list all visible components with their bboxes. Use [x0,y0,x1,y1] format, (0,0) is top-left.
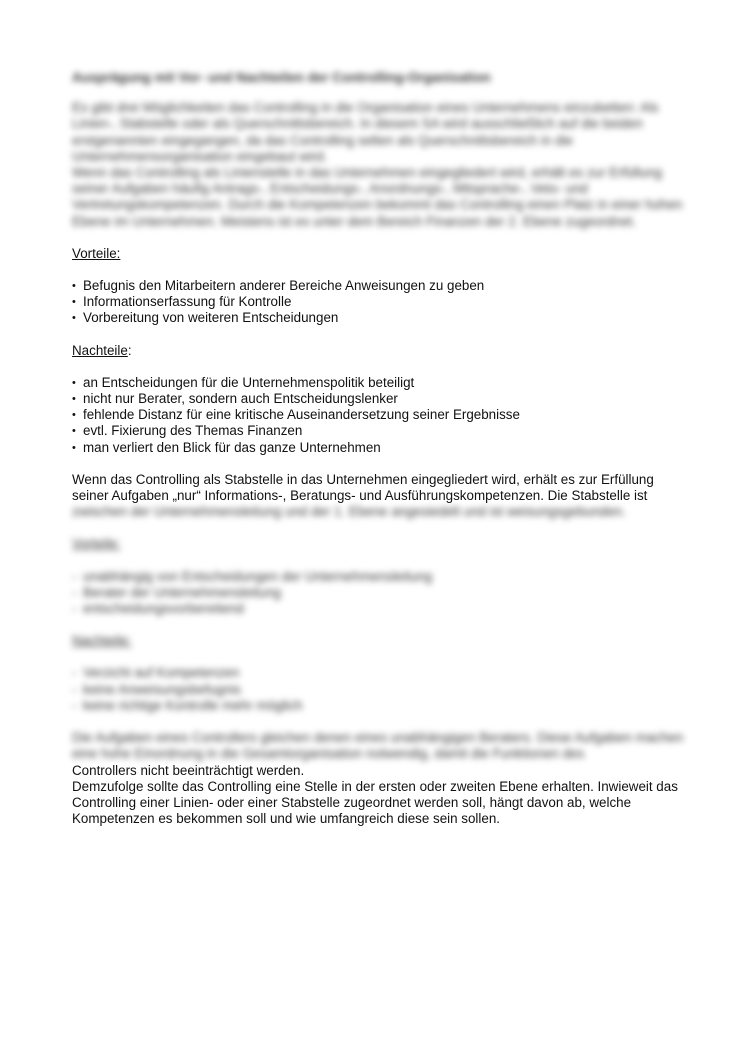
intro-paragraph-1: Es gibt drei Möglichkeiten das Controlling in die Organisation eines Unternehmens einzubetten: Als Linien-, Stabstelle oder als Querschnittsbereich. In diesem SA wird ausschließlich auf die beiden erstgenannten eingegangen, da das Controlling selten als Querschnittsbereich in die Unternehmensorganisation eingebaut wird. [72,100,659,164]
list-item: • Vorbereitung von weiteren Entscheidungen [72,310,684,326]
stab-vorteile-heading: Vorteile: [72,536,121,552]
intro-paragraph-2: Wenn das Controlling als Linienstelle in das Unternehmen eingegliedert wird, erhält es zur Erfüllung seiner Aufgaben häufig Antrags-, Entscheidungs-, Anordnungs-, Mitsprache-, Veto- und Vertretungskompetenzen. Durch die Kompetenzen bekommt das Controlling einen Platz in einer hohen Ebene im Unternehmen. Meistens ist es unter dem Bereich Finanzen der 2. Ebene zugeordnet. [72,165,683,229]
list-item: • Befugnis den Mitarbeitern anderer Bereiche Anweisungen zu geben [72,278,684,294]
list-item: - Verzicht auf Kompetenzen [72,665,684,681]
closing-paragraph-line-2: Demzufolge sollte das Controlling eine Stelle in der ersten oder zweiten Ebene erhalten. Inwieweit das Controlling einer Linien- oder einer Stabstelle zugeordnet werden soll, hängt davon ab, welche Kompetenzen es bekommen soll und wie umfangreich diese sein sollen. [72,778,678,827]
list-item: • man verliert den Blick für das ganze Unternehmen [72,440,684,456]
linie-vorteile-heading: Vorteile: [72,245,121,261]
linie-nachteile-list [72,375,684,456]
linie-vorteile-list [72,278,684,327]
list-item: - keine richtige Kontrolle mehr möglich [72,698,684,714]
stab-paragraph-blurred: zwischen der Unternehmensleitung und der 1. Ebene angesiedelt und ist weisungsgebunden. [72,504,626,520]
linie-nachteile-heading: Nachteile [72,342,128,358]
closing-paragraph-blurred: Die Aufgaben eines Controllers gleichen denen eines unabhängigen Beraters. Diese Aufgaben machen eine hohe Einordnung in die Gesamtorganisation notwendig, damit die Funktionen des [72,730,684,762]
list-item: • nicht nur Berater, sondern auch Entscheidungslenker [72,391,684,407]
list-item: • an Entscheidungen für die Unternehmenspolitik beteiligt [72,375,684,391]
list-item: - entscheidungsvorbereitend [72,601,684,617]
list-item: • evtl. Fixierung des Themas Finanzen [72,423,684,439]
linie-nachteile-heading-line [72,343,684,359]
stab-vorteile-list [72,569,684,618]
stab-nachteile-heading: Nachteile: [72,633,132,649]
list-item: - keine Anweisungsbefugnis [72,682,684,698]
list-item: - unabhängig von Entscheidungen der Unternehmensleitung [72,569,684,585]
list-item: - Berater der Unternehmensleitung [72,585,684,601]
stab-nachteile-list [72,665,684,714]
stab-paragraph-visible: Wenn das Controlling als Stabstelle in das Unternehmen eingegliedert wird, erhält es zur Erfüllung seiner Aufgaben „nur“ Informations-, Beratungs- und Ausführungskompetenzen. Die Stabstelle ist [72,471,654,504]
document-title: Ausprägung mit Vor- und Nachteilen der Controlling-Organisation [72,70,491,85]
closing-paragraph-line-1: Controllers nicht beeinträchtigt werden. [72,762,305,778]
list-item: • Informationserfassung für Kontrolle [72,294,684,310]
linie-nachteile-colon: : [127,342,132,358]
list-item: • fehlende Distanz für eine kritische Auseinandersetzung seiner Ergebnisse [72,407,684,423]
document-content [72,70,684,827]
